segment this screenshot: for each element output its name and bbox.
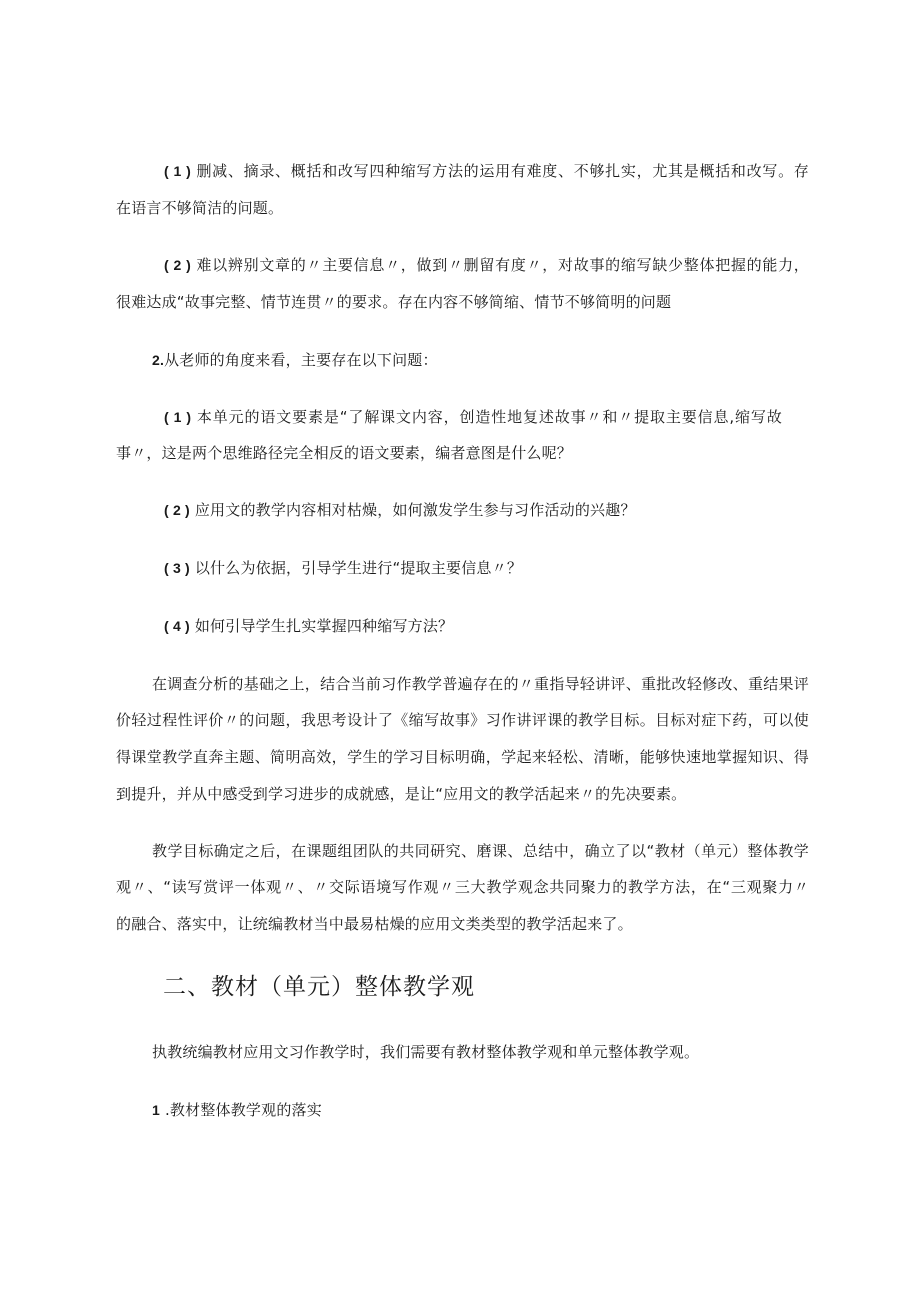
analysis-paragraph-line-3: [116, 747, 809, 767]
analysis-paragraph-line-4: [116, 784, 686, 804]
paragraph-text: 价轻过程性评价〃的问题，我思考设计了《缩写故事》习作讲评课的教学目标。目标对症下药，可以使: [116, 711, 809, 729]
item-text: 应用文的教学内容相对枯燥，如何激发学生参与习作活动的兴趣？: [194, 501, 636, 519]
teacher-problem-1-line-2: [116, 443, 572, 463]
student-problem-2-line-1: [164, 255, 809, 275]
item-number: ( 2 ): [164, 257, 191, 273]
section-heading: 二、教材（单元）整体教学观: [163, 974, 475, 1000]
teacher-problems-title: [152, 350, 438, 370]
student-problem-1-line-2: [116, 198, 283, 218]
section-intro: [152, 1042, 699, 1062]
item-text: 以什么为依据，引导学生进行“提取主要信息〃？: [194, 559, 523, 577]
item-text: 很难达成“故事完整、情节连贯〃的要求。存在内容不够简缩、情节不够简明的问题: [116, 293, 672, 311]
student-problem-2-line-2: [116, 292, 671, 312]
teacher-problem-4: [164, 616, 453, 636]
paragraph-text: 在调查分析的基础之上，结合当前习作教学普遍存在的〃重指导轻讲评、重批改轻修改、重结果评: [152, 675, 809, 693]
item-number: ( 1 ): [164, 409, 192, 425]
paragraph-text: 观〃、“读写赏评一体观〃、〃交际语境写作观〃三大教学观念共同聚力的教学方法，在“三观聚力〃: [116, 878, 809, 896]
item-number: ( 3 ): [164, 560, 190, 576]
method-paragraph-line-2: [116, 877, 809, 897]
teacher-problem-2: [164, 500, 636, 520]
item-text: 本单元的语文要素是“了解课文内容，创造性地复述故事〃和〃提取主要信息,缩写故: [196, 408, 783, 426]
analysis-paragraph-line-2: [116, 710, 809, 730]
paragraph-text: 教学目标确定之后，在课题组团队的共同研究、磨课、总结中，确立了以“教材（单元）整体教学: [152, 842, 809, 860]
paragraph-text: 的融合、落实中，让统编教材当中最易枯燥的应用文类类型的教学活起来了。: [116, 915, 633, 933]
student-problem-1-line-1: [164, 161, 809, 181]
item-number: ( 4 ): [164, 618, 190, 634]
analysis-paragraph-line-1: [152, 674, 809, 694]
item-text: 在语言不够简洁的问题。: [116, 199, 284, 217]
subsection-text: .教材整体教学观的落实: [164, 1101, 322, 1119]
item-text: 难以辨别文章的〃主要信息〃，做到〃删留有度〃，对故事的缩写缺少整体把握的能力，: [196, 256, 810, 274]
item-number: ( 2 ): [164, 502, 190, 518]
teacher-problem-3: [164, 558, 522, 578]
item-number: ( 1 ): [164, 163, 191, 179]
section-number: 2.: [152, 352, 165, 368]
subsection-number: 1: [152, 1102, 160, 1118]
paragraph-text: 得课堂教学直奔主题、简明高效，学生的学习目标明确，学起来轻松、清晰，能够快速地掌握知识、得: [116, 748, 809, 766]
method-paragraph-line-3: [116, 914, 633, 934]
item-text: 如何引导学生扎实掌握四种缩写方法？: [194, 617, 454, 635]
method-paragraph-line-1: [152, 841, 809, 861]
paragraph-text: 执教统编教材应用文习作教学时，我们需要有教材整体教学观和单元整体教学观。: [152, 1043, 700, 1061]
teacher-problem-1-line-1: [164, 407, 782, 427]
item-text: 删减、摘录、概括和改写四种缩写方法的运用有难度、不够扎实，尤其是概括和改写。存: [196, 162, 810, 180]
section-title-text: 从老师的角度来看，主要存在以下问题：: [164, 351, 438, 369]
paragraph-text: 到提升，并从中感受到学习进步的成就感，是让“应用文的教学活起来〃的先决要素。: [116, 785, 687, 803]
item-text: 事〃，这是两个思维路径完全相反的语文要素，编者意图是什么呢？: [116, 444, 573, 462]
subsection-title: [152, 1100, 322, 1120]
